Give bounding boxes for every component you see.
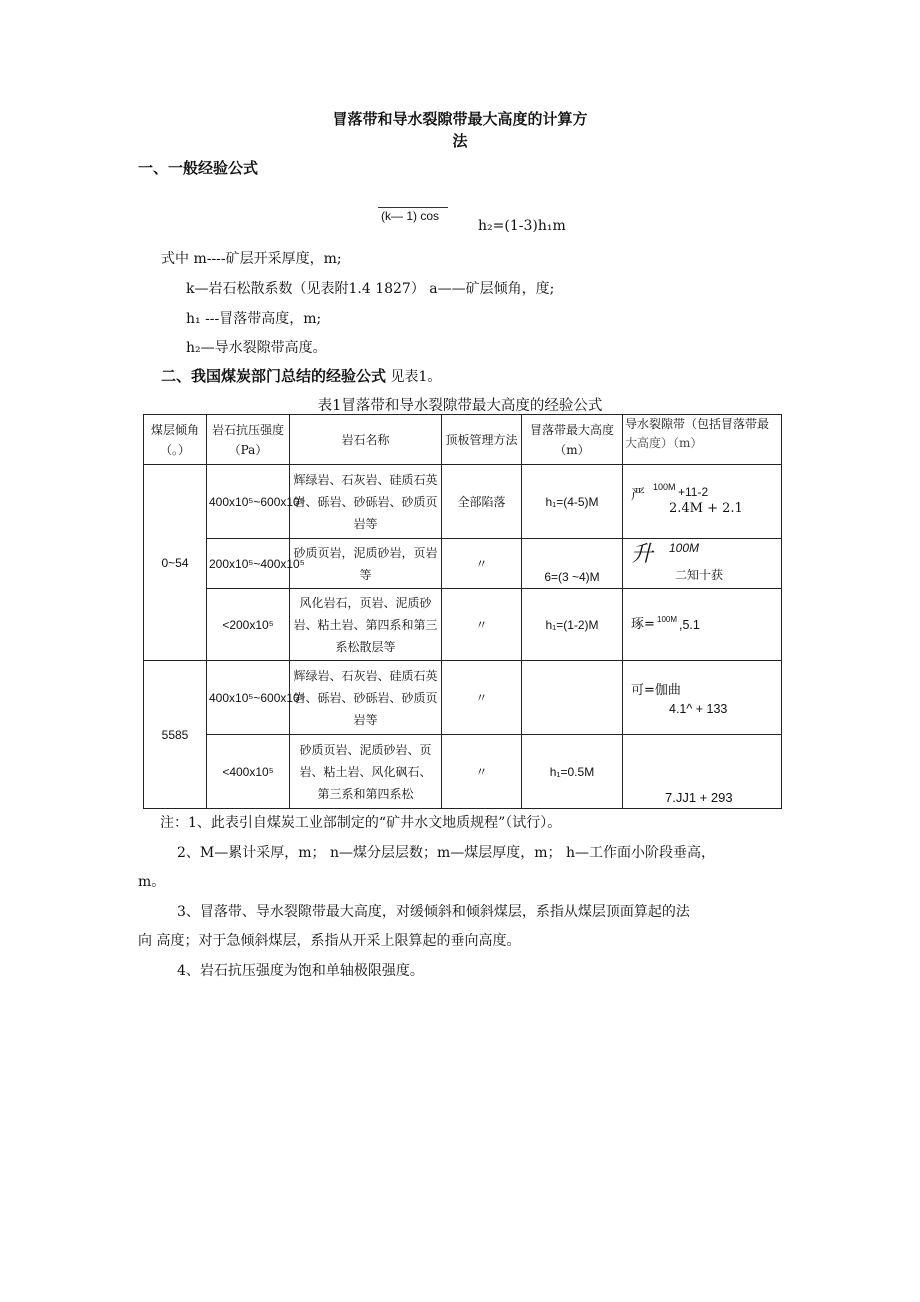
definition-h2: h₂—导水裂隙带高度。: [186, 340, 327, 356]
fracture-cell: [623, 589, 782, 661]
angle-cell-group1: 0~54: [144, 465, 207, 661]
method-cell: 全部陷落: [442, 465, 522, 539]
caving-cell: [522, 661, 623, 735]
header-caving-height: 冒落带最大高度（m）: [522, 415, 623, 465]
table-row: [144, 465, 782, 539]
formula-numerator: 100M: [669, 541, 700, 555]
table-row: [144, 539, 782, 589]
fracture-cell: [623, 539, 782, 589]
formula-expression: 4.1^ + 133: [669, 702, 728, 716]
formula-numerator: 100M: [657, 615, 678, 624]
fracture-cell: [623, 735, 782, 809]
method-cell: 〃: [442, 589, 522, 661]
rock-name-cell: 风化岩石，页岩、泥质砂岩、粘土岩、第四系和第三系松散层等: [290, 589, 442, 661]
section-heading-1: 一、一般经验公式: [138, 159, 259, 177]
header-fracture-zone-line1: 导水裂隙带（包括冒落带最: [625, 417, 770, 431]
table-header-row: [144, 415, 782, 465]
rock-name-cell: 砂质页岩、泥质砂岩、页岩、粘土岩、风化砜石、 第三系和第四系松: [290, 735, 442, 809]
method-cell: 〃: [442, 661, 522, 735]
formula-expression: 二知十获: [675, 568, 724, 582]
rock-name-cell: 砂质页岩，泥质砂岩，页岩等: [290, 539, 442, 589]
table-row: [144, 735, 782, 809]
table-row: [144, 661, 782, 735]
section-heading-2-tail: 见表1。: [386, 369, 442, 385]
formula-overline: [378, 207, 448, 208]
strength-cell: <400x10⁵: [207, 735, 290, 809]
formula-expression: 2.4M + 2.1: [669, 501, 743, 516]
note-3-line1: 3、冒落带、导水裂隙带最大高度，对缓倾斜和倾斜煤层，系指从煤层顶面算起的法: [177, 904, 690, 920]
caving-cell: 6=(3 ~4)M: [522, 539, 623, 589]
caving-cell: h₁=(1-2)M: [522, 589, 623, 661]
method-cell: 〃: [442, 539, 522, 589]
formula-numerator: 100M: [653, 482, 676, 492]
strength-cell: 200x10⁵~400x10⁵: [207, 539, 290, 589]
strength-cell: 400x10⁵~600x10⁵: [207, 465, 290, 539]
header-fracture-zone: [623, 415, 782, 465]
page-title-line2: 法: [452, 132, 468, 150]
section-heading-2: [161, 365, 441, 386]
strength-cell: <200x10⁵: [207, 589, 290, 661]
definition-k: k—岩石松散系数（见表附1.4 1827） a——矿层倾角，度;: [186, 281, 555, 297]
section-heading-2-bold: 二、我国煤炭部门总结的经验公式: [161, 367, 387, 385]
method-cell: 〃: [442, 735, 522, 809]
table-caption: 表1冒落带和导水裂隙带最大高度的经验公式: [317, 398, 603, 414]
formula-glyph: 琢=: [631, 617, 655, 632]
strength-cell: 400x10⁵~600x10⁵: [207, 661, 290, 735]
note-2-line2: m。: [138, 874, 166, 890]
fracture-cell: [623, 661, 782, 735]
formula-glyph: 升: [631, 541, 654, 566]
header-strength: 岩石抗压强度（Pa）: [207, 415, 290, 465]
rock-name-cell: 辉绿岩、石灰岩、硅质石英岩、砾岩、砂砾岩、砂质页岩等: [290, 661, 442, 735]
formula-term: ,5.1: [679, 618, 700, 632]
header-rock-name: 岩石名称: [290, 415, 442, 465]
formula-expression: 7.JJ1 + 293: [665, 790, 733, 805]
page-title-line1: 冒落带和导水裂隙带最大高度的计算方: [332, 110, 588, 128]
header-angle: 煤层倾角（。）: [144, 415, 207, 465]
formula-glyph: 严: [631, 486, 645, 502]
note-1: 注：1、此表引自煤炭工业部制定的“矿井水文地质规程”（试行）。: [160, 815, 562, 831]
rock-name-cell: 辉绿岩、石灰岩、硅质石英岩、砾岩、砂砾岩、砂质页岩等: [290, 465, 442, 539]
formula-left: (k— 1) cos: [381, 209, 440, 223]
header-fracture-zone-line2: 大高度）（m）: [625, 436, 703, 450]
note-4: 4、岩石抗压强度为饱和单轴极限强度。: [177, 963, 424, 979]
note-2-line1: 2、M—累计采厚，m； n—煤分层层数；m—煤层厚度，m； h—工作面小阶段垂高，: [177, 845, 716, 861]
caving-table: [143, 414, 782, 809]
caving-cell: h₁=(4-5)M: [522, 465, 623, 539]
note-3-line2: 向 高度；对于急倾斜煤层，系指从开采上限算起的垂向高度。: [138, 933, 521, 949]
table-row: [144, 589, 782, 661]
formula-right: h₂=(1-3)h₁m: [478, 218, 566, 234]
formula-glyph: 可=伽曲: [631, 683, 681, 698]
definition-m: 式中 m----矿层开采厚度，m;: [161, 251, 342, 267]
header-roof-method: 顶板管理方法: [442, 415, 522, 465]
angle-cell-group2: 5585: [144, 661, 207, 809]
formula-term: +11-2: [678, 485, 709, 499]
caving-cell: h₁=0.5M: [522, 735, 623, 809]
fracture-cell: [623, 465, 782, 539]
definition-h1: h₁ ---冒落带高度，m;: [186, 311, 322, 327]
